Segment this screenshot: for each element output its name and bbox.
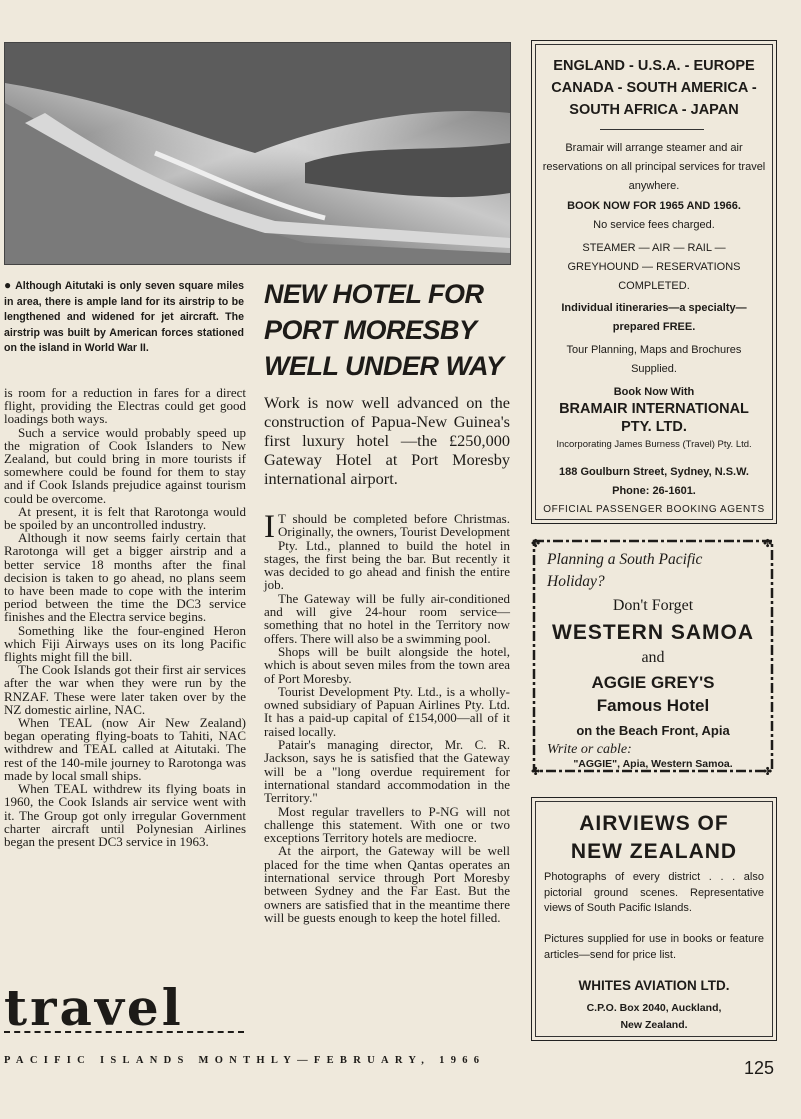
ad-planning: Planning a South Pacific Holiday? bbox=[547, 551, 703, 590]
ad-incorporating: Incorporating James Burness (Travel) Pty. Ltd. bbox=[556, 439, 752, 450]
paragraph: Although it now seems fairly certain that Rarotonga will get a bigger airstrip and a better service 18 months after the final decision is taken to go ahead, no plans seem to have been made to cope with the interim period between the time the DC3 service finishes and the Electra service begins. bbox=[4, 530, 246, 625]
ad-dont-forget: Don't Forget bbox=[612, 597, 694, 614]
left-column bbox=[4, 386, 246, 848]
paragraph: At the airport, the Gateway will be well placed for the time when Qantas operates an international service through Port Moresby between Sydney and the Far East. But the owners are satisfied that in the meantime there will be guests enough to keep the hotel filled. bbox=[264, 843, 510, 925]
ad-address: 188 Goulburn Street, Sydney, N.S.W. bbox=[559, 466, 749, 478]
section-label-travel: travel bbox=[4, 978, 184, 1037]
ad-cable-address: "AGGIE", Apia, Western Samoa. bbox=[573, 758, 733, 770]
ad-aggie-greys bbox=[531, 537, 775, 775]
paragraph: Such a service would probably speed up the migration of Cook Islanders to New Zealand, but could bring in more tourists if somewhere could be found for them to stay and if Cook Islands prejudice against tourism could be overcome. bbox=[4, 424, 246, 506]
headline-line: WELL UNDER WAY bbox=[264, 351, 504, 381]
title-line: AIRVIEWS OF bbox=[579, 812, 729, 835]
ad-company-name: BRAMAIR INTERNATIONAL PTY. LTD. bbox=[559, 401, 749, 435]
article-body bbox=[264, 509, 510, 925]
headline-line: PORT MORESBY bbox=[264, 315, 477, 345]
section-divider bbox=[4, 1031, 244, 1033]
paragraph: Most regular travellers to P-NG will not challenge this statement. With one or two exceptions Territory hotels are mediocre. bbox=[264, 803, 510, 846]
ad-no-fees: No service fees charged. bbox=[593, 219, 715, 231]
country-line: ENGLAND - U.S.A. - EUROPE bbox=[553, 58, 755, 74]
ad-book-with: Book Now With bbox=[613, 386, 695, 398]
ad-title bbox=[532, 810, 776, 866]
ad-box: C.P.O. Box 2040, Auckland, bbox=[586, 1002, 722, 1014]
ad-countries bbox=[532, 55, 776, 121]
ad-famous-hotel: Famous Hotel bbox=[596, 696, 710, 715]
svg-text:✤: ✤ bbox=[763, 538, 773, 550]
ad-country: New Zealand. bbox=[620, 1019, 688, 1031]
paragraph-text: T should be completed before Christmas. Originally, the owners, Tourist Development Pty. Ltd., planned to build the hotel in stages, the first being the bar. But recently it was decided to go ahead and finish the entire job. bbox=[264, 511, 510, 593]
bullet-icon: ● bbox=[4, 278, 12, 292]
paragraph: At present, it is felt that Rarotonga would be spoiled by an uncontrolled industry. bbox=[4, 503, 246, 533]
country-line: CANADA - SOUTH AMERICA - bbox=[551, 80, 757, 96]
aerial-photo-illustration bbox=[5, 43, 510, 264]
paragraph: The Cook Islands got their first air services after the war when they were run by the RNZAF. These were later taken over by the NZ domestic airline, NAC. bbox=[4, 662, 246, 717]
ad-photographs: Photographs of every district . . . also pictorial ground scenes. Representative views of South Pacific Islands. bbox=[544, 871, 764, 914]
ad-western-samoa: WESTERN SAMOA bbox=[552, 621, 754, 644]
ad-tour-planning: Tour Planning, Maps and Brochures Supplied. bbox=[566, 344, 742, 375]
paragraph: Shops will be built alongside the hotel, which is about seven miles from the town area of Port Moresby. bbox=[264, 643, 510, 686]
svg-text:✤: ✤ bbox=[531, 766, 541, 775]
paragraph: Tourist Development Pty. Ltd., is a wholly-owned subsidiary of Papuan Airlines Pty. Ltd. It has a paid-up capital of £154,000—all of it raised locally. bbox=[264, 683, 510, 739]
ad-aggie-greys-name: AGGIE GREY'S bbox=[591, 673, 715, 692]
article-intro: Work is now well advanced on the construction of Papua-New Guinea's first luxury hotel —the £250,000 Gateway Hotel at Port Moresby international airport. bbox=[264, 393, 510, 488]
country-line: SOUTH AFRICA - JAPAN bbox=[569, 102, 739, 118]
paragraph: is room for a reduction in fares for a direct flight, providing the Electras could get good loadings both ways. bbox=[4, 385, 246, 427]
photo-caption bbox=[4, 278, 244, 357]
ad-whites-aviation bbox=[531, 797, 777, 1041]
svg-text:✤: ✤ bbox=[763, 766, 773, 775]
ad-modes: STEAMER — AIR — RAIL — GREYHOUND — RESERVATIONS COMPLETED. bbox=[567, 242, 741, 292]
ad-divider bbox=[600, 129, 704, 130]
ad-company: WHITES AVIATION LTD. bbox=[578, 978, 730, 993]
ad-arrange-text: Bramair will arrange steamer and air reservations on all principal services for travel anywhere. bbox=[542, 142, 766, 192]
ad-bramair bbox=[531, 40, 777, 524]
ad-book-now: BOOK NOW FOR 1965 AND 1966. bbox=[567, 200, 741, 212]
paragraph: Patair's managing director, Mr. C. R. Jackson, says he is satisfied that the Gateway will be a "long overdue requirement for international standard accommodation in the Territory." bbox=[264, 737, 510, 806]
headline-line: NEW HOTEL FOR bbox=[264, 279, 484, 309]
ad-pictures: Pictures supplied for use in books or feature articles—send for price list. bbox=[544, 933, 764, 961]
paragraph bbox=[264, 509, 510, 593]
ad-itineraries: Individual itineraries—a specialty—prepared FREE. bbox=[561, 302, 747, 333]
paragraph: The Gateway will be fully air-conditioned and will give 24-hour room service—something that no hotel in the Territory now offers. There will also be a swimming pool. bbox=[264, 590, 510, 646]
article-headline bbox=[264, 276, 514, 384]
aerial-photo-aitutaki bbox=[4, 42, 511, 265]
paragraph: When TEAL (now Air New Zealand) began operating flying-boats to Tahiti, NAC withdrew and TEAL called at Aitutaki. The rest of the 140-mile journey to Rarotonga was made by local small ships. bbox=[4, 715, 246, 783]
svg-text:✤: ✤ bbox=[531, 538, 541, 550]
paragraph: Something like the four-engined Heron which Fiji Airways uses on its long Pacific flights might fill the bill. bbox=[4, 622, 246, 665]
ad-write-or-cable: Write or cable: bbox=[547, 742, 632, 757]
title-line: NEW ZEALAND bbox=[570, 840, 738, 863]
page-number: 125 bbox=[744, 1058, 775, 1078]
drop-cap: I bbox=[264, 509, 275, 545]
photo-caption-text: Although Aitutaki is only seven square miles in area, there is ample land for its airstrip to be lengthened and widened for jet aircraft. The airstrip was built by American forces stationed on the island in World War II. bbox=[4, 280, 244, 354]
ad-official-agents: OFFICIAL PASSENGER BOOKING AGENTS bbox=[543, 504, 765, 515]
paragraph: When TEAL withdrew its flying boats in 1960, the Cook Islands air service went with it. The Group got only irregular Government charter aircraft until Polynesian Airlines began the present DC3 service in 1963. bbox=[4, 781, 246, 849]
ad-beach-front: on the Beach Front, Apia bbox=[576, 723, 730, 738]
ad-and: and bbox=[641, 649, 665, 666]
running-footer: PACIFIC ISLANDS MONTHLY—FEBRUARY, 1966 bbox=[4, 1055, 486, 1066]
ad-phone: Phone: 26-1601. bbox=[612, 485, 696, 497]
